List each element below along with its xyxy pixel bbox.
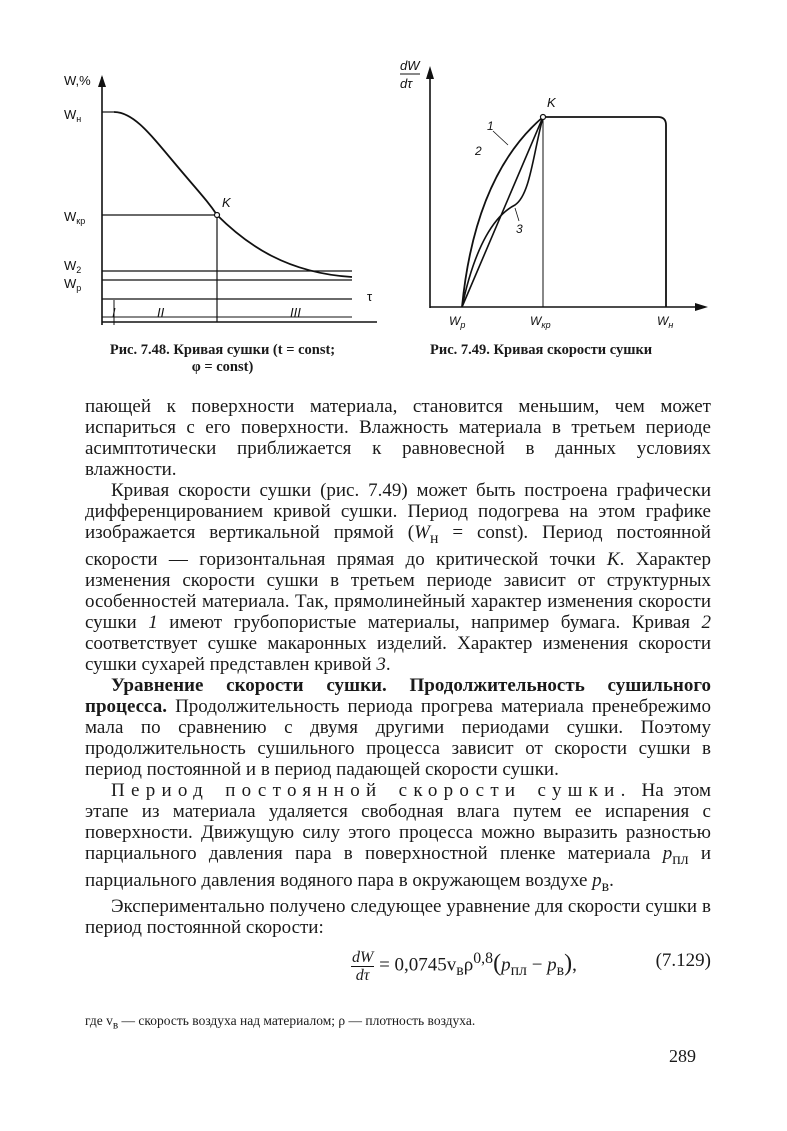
drying-rate-chart [395,55,715,335]
point-k-label: K [222,195,231,210]
drying-curve [114,112,352,277]
y-axis-arrow [426,66,434,79]
critical-point-k [215,213,220,218]
point-k-label: K [547,95,556,110]
period-2-label: II [157,305,165,320]
figure-7-48-caption: Рис. 7.48. Кривая сушки (t = const; φ = const) [109,342,336,375]
y-axis-label: W,% [64,73,91,88]
figure-7-49 [395,55,715,335]
body-text [85,396,711,986]
x-tick-wn: $W_н$ [657,314,674,330]
equation-7-129 [85,938,711,986]
x-axis-label: τ [367,289,373,304]
paragraph-4: Период постоянной скорости сушки. На этом этапе из материала удаляется свободная влага путем ее испарения с поверхности. Движущую силу этого процесса можно выразить разностью парциального давления пара в поверхностной пленке материала $p_{пл}$ и парциального давления водяного пара в окружающем воздухе $p_в$. [85,779,712,895]
warmup-line [658,117,666,307]
tick-w2: $W_2$ [64,258,82,275]
tick-wp: $W_р$ [64,276,82,293]
curve-3-label: 3 [516,222,523,236]
paragraph-3: Уравнение скорости сушки. Продолжительность сушильного процесса. Продолжительность периода прогрева материала пренебрежимо мала по сравнению с двумя другими периодами сушки. Поэтому продолжительность сушильного процесса зависит от скорости сушки в период постоянной и в период падающей скорости сушки. [85,674,711,780]
footnote: где $v_в$ — скорость воздуха над материалом; ρ — плотность воздуха. [85,1013,476,1032]
y-label-denominator: dτ [400,76,413,91]
paragraph-2: Кривая скорости сушки (рис. 7.49) может быть построена графически дифференцированием кривой сушки. Период подогрева на этом графике изображается вертикальной прямой ($W_н$ = const). Период постоянной скорости — горизонтальная прямая до критической точки K. Характер изменения скорости сушки в третьем периоде зависит от структурных особенностей материала. Так, прямолинейный характер изменения скорости сушки 1 имеют грубопористые материалы, например бумага. Кривая 2 соответствует сушке макаронных изделий. Характер изменения скорости сушки сухарей представлен кривой 3. [85,480,712,675]
point-k [541,115,546,120]
paragraph-1: пающей к поверхности материала, становится меньшим, чем может испариться с его поверхности. Влажность материала в третьем периоде асимптотически приближается к равновесной в данных условиях влажности. [85,396,711,480]
y-axis-arrow [98,75,106,87]
equation-fraction: $\frac{dW}{d\tau}$ [352,948,374,984]
equation-body: $\frac{dW}{d\tau}$ = $0,0745v_в\rho^{0,8}(p_{пл} - p_в)$, [352,948,577,984]
tick-wkr: $W_{кр}$ [64,209,86,226]
curve-1-label: 1 [487,119,494,133]
drying-curve-chart [62,55,392,335]
figure-7-49-caption: Рис. 7.49. Кривая скорости сушки [430,342,653,358]
figure-7-48 [62,55,392,335]
x-axis-arrow [695,303,708,311]
page-number: 289 [669,1046,696,1066]
curve-1-leader [493,131,508,145]
y-label-numerator: dW [400,58,420,73]
curve-2-label: 2 [475,144,482,158]
period-1-label: I [112,305,116,320]
period-3-label: III [290,305,301,320]
equation-number: (7.129) [655,950,711,972]
curve-3-leader [515,208,519,221]
paragraph-5: Экспериментально получено следующее уравнение для скорости сушки в период постоянной скорости: [85,896,711,939]
tick-wn: $W_н$ [64,107,82,124]
x-tick-wkr: $W_{кр}$ [530,314,551,330]
x-tick-wp: $W_р$ [449,314,466,330]
